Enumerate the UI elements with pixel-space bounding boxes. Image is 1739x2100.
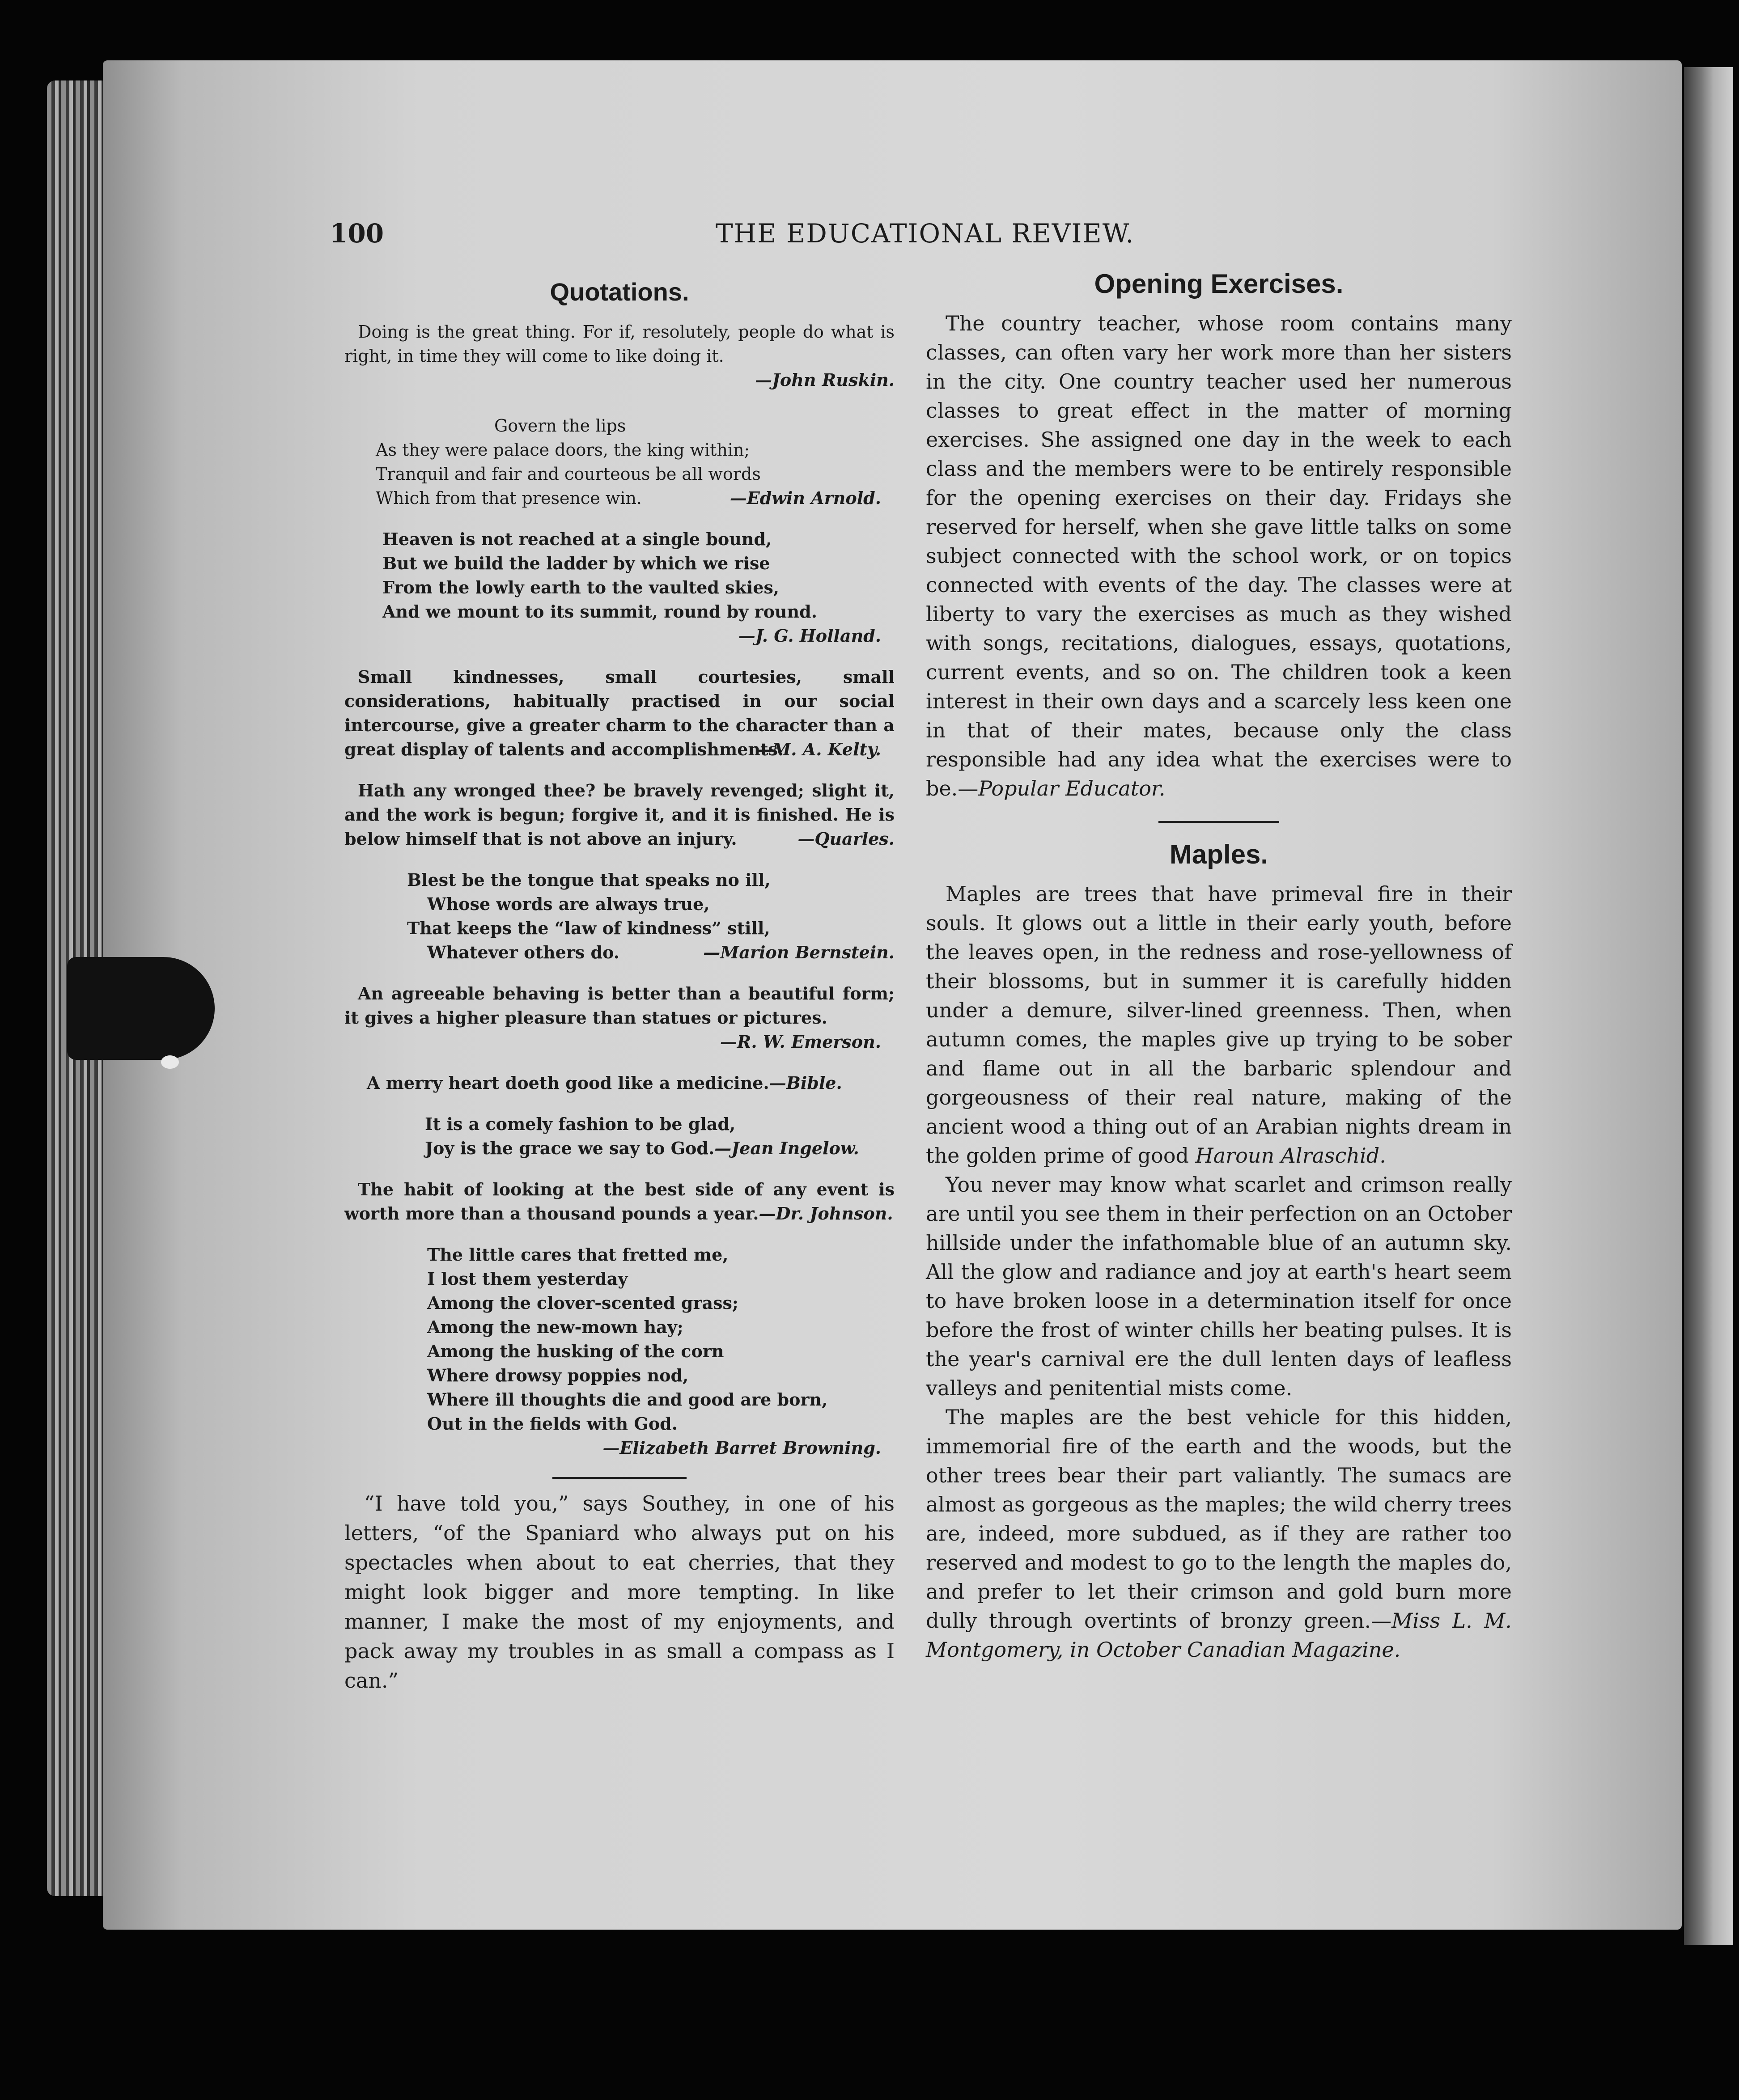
poem-line: But we build the ladder by which we rise bbox=[382, 553, 770, 573]
quote-author: —R. W. Emerson. bbox=[720, 1032, 881, 1052]
quote-author: —J. G. Holland. bbox=[738, 626, 881, 646]
poem-line: Where ill thoughts die and good are born, bbox=[427, 1389, 828, 1410]
quote-quarles bbox=[344, 779, 895, 851]
quote-browning bbox=[344, 1243, 895, 1460]
poem-line: Blest be the tongue that speaks no ill, bbox=[407, 870, 771, 890]
poem-line: Tranquil and fair and courteous be all words bbox=[376, 464, 761, 484]
poem-line: I lost them yesterday bbox=[427, 1269, 628, 1289]
quote-text: An agreeable behaving is better than a beautiful form; it gives a higher pleasure than statues or pictures. bbox=[344, 983, 895, 1028]
quote-johnson bbox=[344, 1177, 895, 1226]
section-divider bbox=[1158, 821, 1279, 823]
quote-arnold bbox=[344, 414, 895, 510]
poem-line: Whose words are always true, bbox=[427, 894, 710, 914]
left-column bbox=[344, 277, 895, 1695]
section-divider bbox=[552, 1477, 687, 1479]
opening-exercises-text: The country teacher, whose room contains many classes, can often vary her work more than her sisters in the city. One country teacher used her numerous classes to great effect in the matter of morning exercises. She assigned one day in the week to each class and the members were to be entirely responsible for the opening exercises on their day. Fridays she reserved for herself, when she gave little talks on some subject connected with the school work, or on topics connected with events of the day. The classes were at liberty to vary the exercises as much as they wished with songs, recitations, dialogues, essays, quotations, current events, and so on. The children took a keen interest in their own days and a scarcely less keen one in that of their mates, because only the class responsible had any idea what the exercises were to be.— bbox=[926, 311, 1512, 800]
poem-line-with-author bbox=[425, 1136, 895, 1160]
poem-line: That keeps the “law of kindness” still, bbox=[407, 918, 770, 938]
quote-author: —Jean Ingelow. bbox=[714, 1138, 859, 1158]
maples-text: The maples are the best vehicle for this hidden, immemorial fire of the earth and the woods, but the other trees bear their part valiantly. The sumacs are almost as gorgeous as the maples; the wild cherry trees are, indeed, more subdued, as if they are rather too reserved and modest to go to the length the maples do, and prefer to let their crimson and gold burn more dully through overtints of bronzy green. bbox=[926, 1405, 1512, 1633]
poem-line: As they were palace doors, the king within; bbox=[376, 440, 750, 460]
quote-author: —Dr. Johnson. bbox=[759, 1203, 893, 1224]
book-binding bbox=[1684, 67, 1733, 1945]
opening-exercises-source: Popular Educator. bbox=[978, 776, 1166, 800]
maples-paragraph-3 bbox=[926, 1403, 1512, 1664]
poem-line-with-author bbox=[407, 940, 895, 965]
quote-text: Doing is the great thing. For if, resolutely, people do what is right, in time they will come to like doing it. bbox=[344, 322, 895, 366]
quote-text-body: The habit of looking at the best side of any event is worth more than a thousand pounds a year. bbox=[344, 1179, 895, 1224]
poem-line: And we mount to its summit, round by round. bbox=[382, 601, 817, 622]
southey-paragraph: “I have told you,” says Southey, in one of his letters, “of the Spaniard who always put on his spectacles when about to eat cherries, that they might look bigger and more tempting. In like manner, I make the most of my enjoyments, and pack away my troubles in as small a compass as I can.” bbox=[344, 1491, 895, 1693]
poem-line: Govern the lips bbox=[494, 416, 626, 436]
poem-line: Among the husking of the corn bbox=[427, 1341, 724, 1361]
journal-title: THE EDUCATIONAL REVIEW. bbox=[716, 218, 1135, 249]
opening-exercises-paragraph bbox=[926, 309, 1512, 803]
poem-line: From the lowly earth to the vaulted skies, bbox=[382, 577, 780, 597]
poem-line: Where drowsy poppies nod, bbox=[427, 1365, 689, 1385]
maples-name: Haroun Alraschid. bbox=[1195, 1143, 1386, 1168]
quote-text: Small kindnesses, small courtesies, small considerations, habitually practised in our social intercourse, give a greater charm to the character than a great display of talents and accomplishments. bbox=[344, 667, 895, 759]
maples-heading: Maples. bbox=[1169, 839, 1268, 869]
quote-text bbox=[344, 1177, 895, 1226]
poem-line: Heaven is not reached at a single bound, bbox=[382, 529, 772, 549]
poem-line-with-author bbox=[376, 486, 895, 510]
poem-line: Joy is the grace we say to God. bbox=[425, 1138, 715, 1158]
quote-author: —John Ruskin. bbox=[755, 370, 895, 390]
page-number: 100 bbox=[330, 218, 384, 249]
poem-line: It is a comely fashion to be glad, bbox=[425, 1114, 736, 1134]
quotations-heading: Quotations. bbox=[550, 278, 689, 306]
poem-line: Among the clover-scented grass; bbox=[427, 1293, 738, 1313]
quote-emerson bbox=[344, 982, 895, 1054]
page-clip-highlight bbox=[161, 1055, 179, 1069]
quote-ingelow bbox=[344, 1112, 895, 1160]
poem-line: Out in the fields with God. bbox=[427, 1414, 678, 1434]
quote-author: —Edwin Arnold. bbox=[730, 488, 881, 508]
quote-author: —Elizabeth Barret Browning. bbox=[602, 1438, 881, 1458]
maples-source: —Miss L. M. Montgomery, in October Canadian Magazine. bbox=[926, 1609, 1512, 1662]
quote-bernstein bbox=[344, 868, 895, 965]
quote-text: A merry heart doeth good like a medicine. bbox=[367, 1073, 769, 1093]
quote-author: —M. A. Kelty. bbox=[755, 739, 881, 759]
right-column bbox=[926, 268, 1512, 1664]
quote-ruskin bbox=[344, 320, 895, 392]
poem-line: The little cares that fretted me, bbox=[427, 1245, 729, 1265]
page-clip bbox=[67, 957, 215, 1060]
opening-exercises-heading: Opening Exercises. bbox=[1094, 269, 1344, 299]
quote-bible bbox=[344, 1071, 895, 1095]
quote-author: —Bible. bbox=[769, 1073, 842, 1093]
poem-line: Among the new-mown hay; bbox=[427, 1317, 683, 1337]
maples-text: Maples are trees that have primeval fire in their souls. It glows out a little in their early youth, before the leaves open, in the redness and rose-yellowness of their blossoms, but in summer it is carefully hidden under a demure, silver-lined greenness. Then, when autumn comes, the maples give up trying to be sober and flame out in all the barbaric splendour and gorgeousness of their real nature, making of the ancient wood a thing out of an Arabian nights dream in the golden prime of good bbox=[926, 882, 1512, 1168]
poem-line: Whatever others do. bbox=[427, 942, 619, 962]
quote-text: Hath any wronged thee? be bravely revenged; slight it, and the work is begun; forgive it, and it is finished. He is below himself that is not above an injury. bbox=[344, 780, 895, 849]
quote-author: —Marion Bernstein. bbox=[703, 942, 895, 962]
quote-kelty bbox=[344, 665, 895, 762]
quote-holland bbox=[344, 527, 895, 648]
poem-line: Which from that presence win. bbox=[376, 488, 642, 508]
maples-paragraph-2: You never may know what scarlet and crimson really are until you see them in their perfection on an October hillside under the infathomable blue of an autumn sky. All the glow and radiance and joy at earth's heart seem to have broken loose in a determination itself for once before the frost of winter chills her beating pulses. It is the year's carnival ere the dull lenten days of leafless valleys and penitential mists come. bbox=[926, 1173, 1512, 1400]
running-head bbox=[0, 218, 1739, 254]
quote-author: —Quarles. bbox=[797, 829, 895, 849]
maples-paragraph-1 bbox=[926, 880, 1512, 1170]
